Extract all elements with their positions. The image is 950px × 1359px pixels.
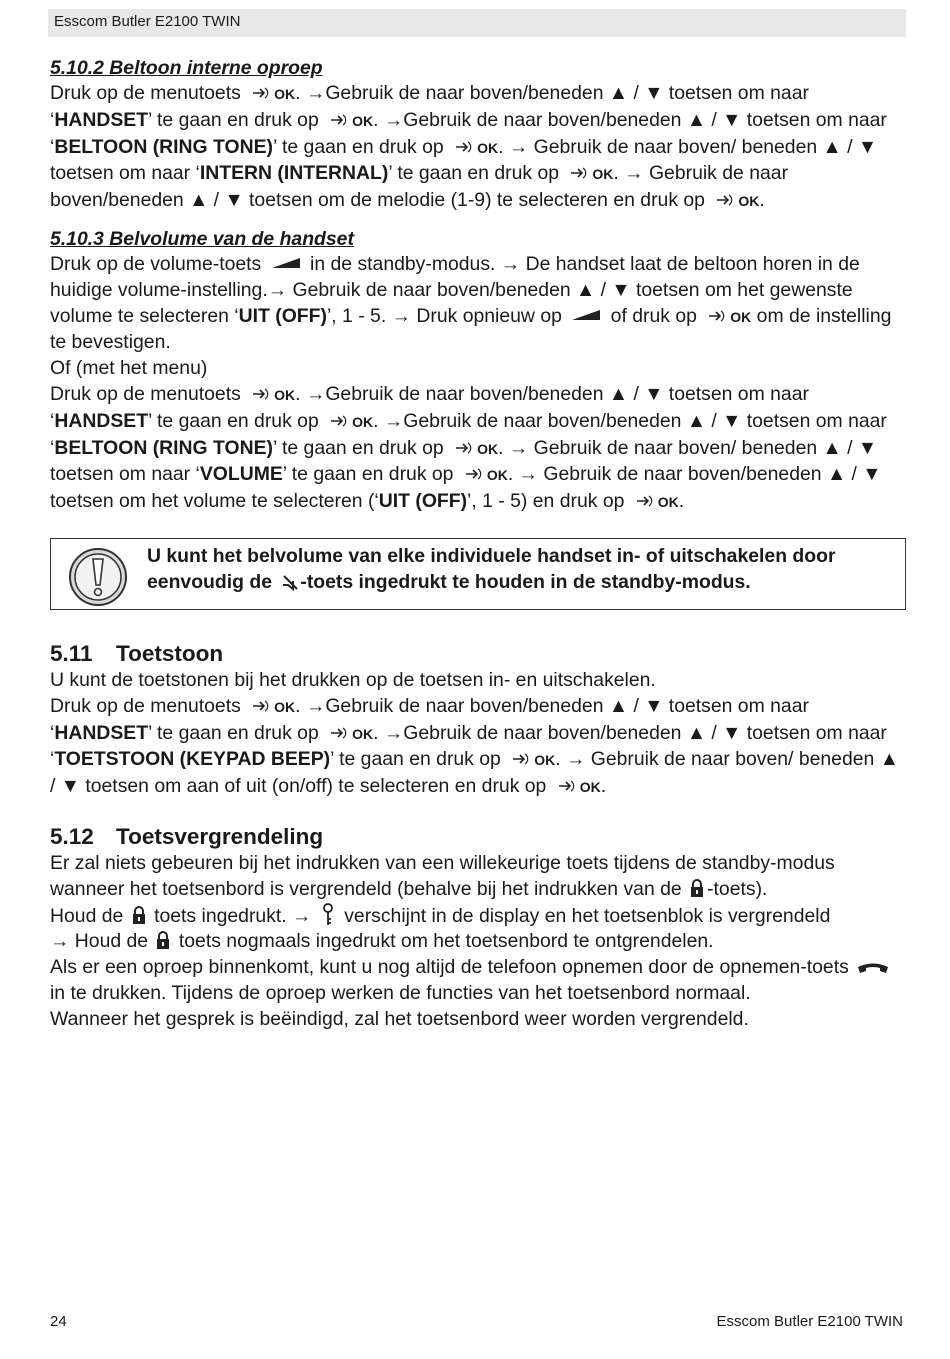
keylock-paragraph-2: Houd de toets ingedrukt. → verschijnt in de display en het toetsenblok is vergrendeld — [50, 904, 831, 927]
page-header — [48, 9, 906, 37]
subsection-heading-5-10-2: 5.10.2 Beltoon interne oproep — [50, 57, 323, 79]
ok-arrow-icon — [708, 309, 726, 323]
ok-arrow-icon — [330, 726, 348, 740]
exclamation-icon — [68, 547, 128, 607]
lock-icon — [132, 906, 146, 925]
ok-arrow-icon — [512, 752, 530, 766]
ok-arrow-icon — [330, 414, 348, 428]
lock-icon — [690, 879, 704, 898]
volume-key-icon — [271, 257, 301, 269]
header-title: Esscom Butler E2100 TWIN — [54, 13, 241, 30]
ok-arrow-icon — [570, 166, 588, 180]
volume-paragraph: Druk op de volume-toets in de standby-modus. → De handset laat de beltoon horen in de huidige volume-instelling.→ Gebruik de naar boven/beneden ▲ / ▼ toetsen om het gewenste volume te selecteren ‘UIT (OFF)’, 1 - 5. → Druk opnieuw op of druk op OK om de instelling te bevestigen. — [50, 252, 892, 354]
ok-arrow-icon — [252, 86, 270, 100]
talk-key-icon — [856, 961, 890, 975]
ok-arrow-icon — [330, 113, 348, 127]
ok-arrow-icon — [636, 494, 654, 508]
ok-arrow-icon — [455, 441, 473, 455]
volume-key-icon — [571, 309, 601, 321]
mute-key-icon — [280, 572, 300, 592]
ok-arrow-icon — [252, 699, 270, 713]
ok-arrow-icon — [558, 779, 576, 793]
section-heading-5-11: 5.11 Toetstoon — [50, 640, 224, 666]
note-text: U kunt het belvolume van elke individuele handset in- of uitschakelen door eenvoudig de -toets ingedrukt te houden in de standby-modus. — [147, 544, 836, 593]
keylock-paragraph-5: Wanneer het gesprek is beëindigd, zal het toetsenbord weer worden vergrendeld. — [50, 1007, 749, 1030]
keypad-beep-paragraph: Druk op de menutoets OK. →Gebruik de naar boven/beneden ▲ / ▼ toetsen om naar ‘HANDSET’ te gaan en druk op OK. →Gebruik de naar boven/beneden ▲ / ▼ toetsen om naar ‘TOETSTOON (KEYPAD BEEP)’ te gaan en druk op OK. → Gebruik de naar boven/ beneden ▲ / ▼ toetsen om aan of uit (on/off) te selecteren en druk op OK. — [50, 694, 899, 798]
note-box — [50, 538, 906, 610]
subsection-heading-5-10-3: 5.10.3 Belvolume van de handset — [50, 227, 354, 250]
volume-menu-intro: Of (met het menu) — [50, 357, 208, 380]
keypad-beep-intro: U kunt de toetstonen bij het drukken op de toetsen in- en uitschakelen. — [50, 668, 656, 691]
key-icon — [321, 903, 335, 927]
ok-arrow-icon — [716, 193, 734, 207]
lock-icon — [156, 931, 170, 950]
keylock-paragraph-3: → Houd de toets nogmaals ingedrukt om het toetsenbord te ontgrendelen. — [50, 930, 714, 953]
footer-title: Esscom Butler E2100 TWIN — [716, 1313, 903, 1330]
keylock-paragraph-4: Als er een oproep binnenkomt, kunt u nog altijd de telefoon opnemen door de opnemen-toets in te drukken. Tijdens de oproep werken de functies van het toetsenbord normaal. — [50, 955, 906, 1007]
ringtone-internal-paragraph: Druk op de menutoets OK. →Gebruik de naar boven/beneden ▲ / ▼ toetsen om naar ‘HANDSET’ te gaan en druk op OK. →Gebruik de naar boven/beneden ▲ / ▼ toetsen om naar ‘BELTOON (RING TONE)’ te gaan en druk op OK. → Gebruik de naar boven/ beneden ▲ / ▼ toetsen om naar ‘INTERN (INTERNAL)’ te gaan en druk op OK. → Gebruik de naar boven/beneden ▲ / ▼ toetsen om de melodie (1-9) te selecteren en druk op OK. — [50, 82, 887, 212]
ok-arrow-icon — [252, 387, 270, 401]
section-heading-5-12: 5.12 Toetsvergrendeling — [50, 823, 324, 849]
ok-arrow-icon — [455, 140, 473, 154]
ok-arrow-icon — [465, 467, 483, 481]
volume-menu-paragraph: Druk op de menutoets OK. →Gebruik de naar boven/beneden ▲ / ▼ toetsen om naar ‘HANDSET’ te gaan en druk op OK. →Gebruik de naar boven/beneden ▲ / ▼ toetsen om naar ‘BELTOON (RING TONE)’ te gaan en druk op OK. → Gebruik de naar boven/ beneden ▲ / ▼ toetsen om naar ‘VOLUME’ te gaan en druk op OK. → Gebruik de naar boven/beneden ▲ / ▼ toetsen om het volume te selecteren (‘UIT (OFF)’, 1 - 5) en druk op OK. — [50, 382, 887, 513]
page-number: 24 — [50, 1313, 67, 1330]
keylock-paragraph-1: Er zal niets gebeuren bij het indrukken van een willekeurige toets tijdens de standby-modus wanneer het toetsenbord is vergrendeld (behalve bij het indrukken van de -toets). — [50, 851, 835, 900]
page-content — [50, 56, 906, 1033]
